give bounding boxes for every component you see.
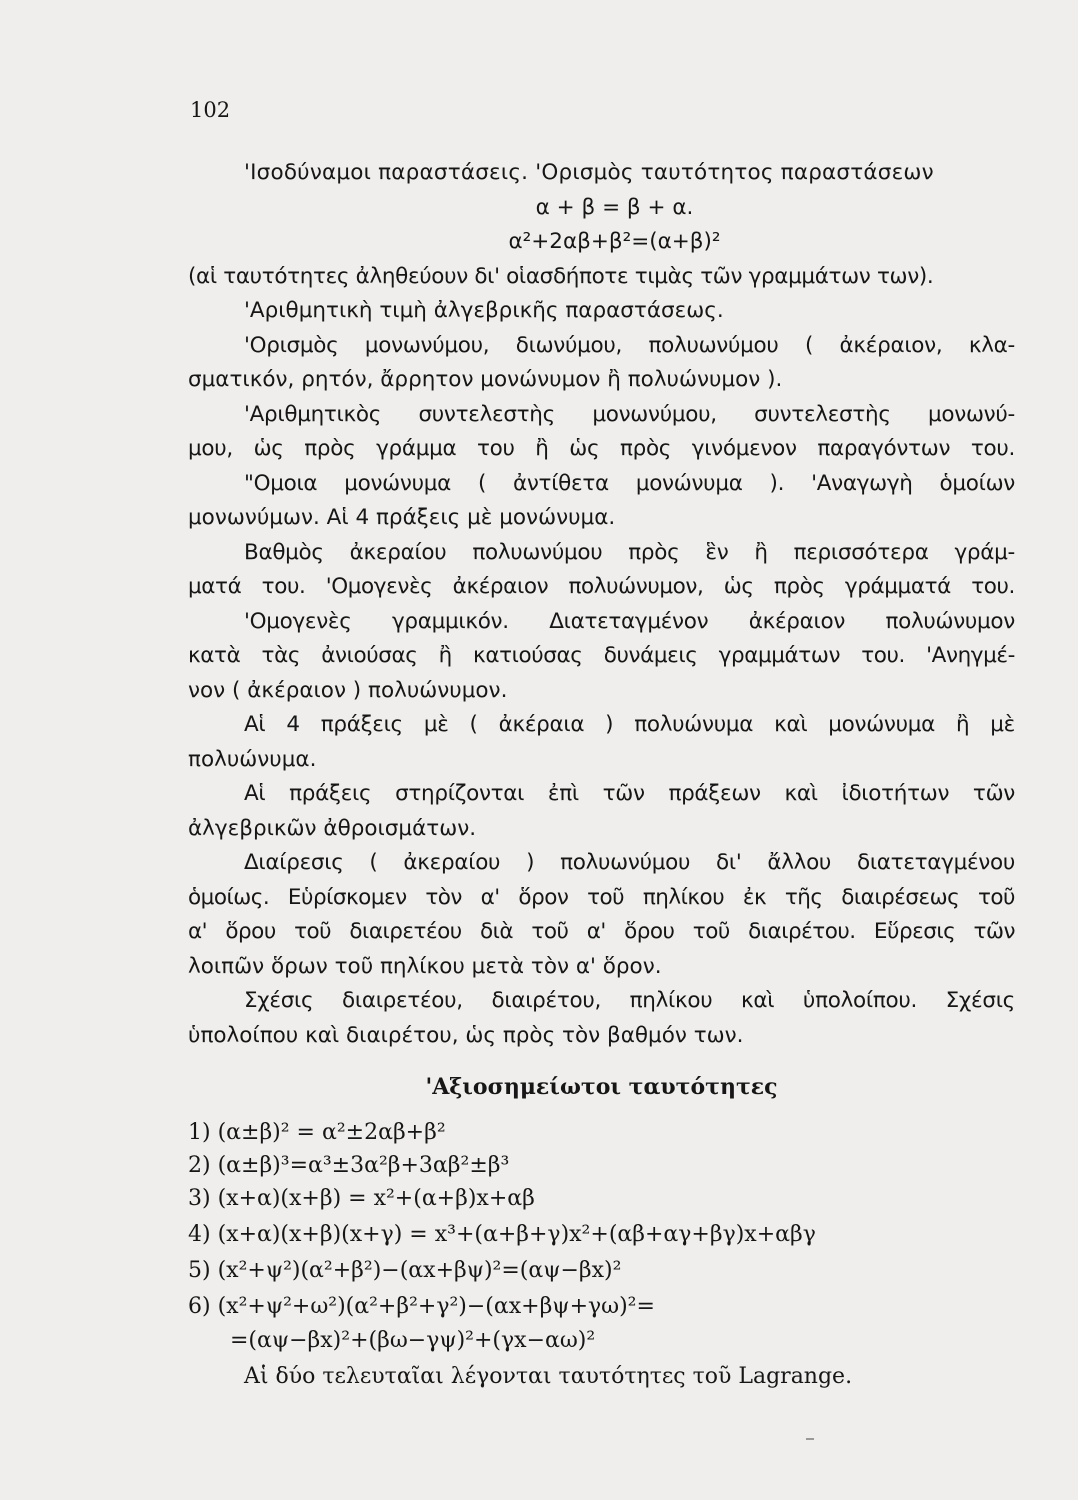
identity-formula: 1) (α±β)² = α²±2αβ+β² (188, 1120, 446, 1145)
text-line: (αἱ ταυτότητες ἀληθεύουν δι' οἱασδήποτε τιμὰς τῶν γραμμάτων των). (188, 263, 934, 289)
page-number: 102 (190, 98, 231, 122)
scan-mark (806, 1438, 814, 1440)
identity-formula: 5) (x²+ψ²)(α²+β²)−(αx+βψ)²=(αψ−βx)² (188, 1258, 622, 1283)
text-line: σματικόν, ρητόν, ἄρρητον μονώνυμον ἢ πολυώνυμον ). (188, 367, 783, 392)
text-line: Σχέσις διαιρετέου, διαιρέτου, πηλίκου καὶ ὑπολοίπου. Σχέσις (244, 988, 1015, 1013)
text-line: 'Αριθμητικὴ τιμὴ ἀλγεβρικῆς παραστάσεως. (244, 298, 724, 323)
text-line: Βαθμὸς ἀκεραίου πολυωνύμου πρὸς ἓν ἢ περισσότερα γράμ- (244, 539, 1015, 565)
closing-note: Αἱ δύο τελευταῖαι λέγονται ταυτότητες τοῦ Lagrange. (244, 1364, 853, 1389)
text-line: ματά του. 'Ομογενὲς ἀκέραιον πολυώνυμον, ὡς πρὸς γράμματά του. (188, 574, 1015, 599)
text-line: κατὰ τὰς ἀνιούσας ἢ κατιούσας δυνάμεις γραμμάτων του. 'Ανηγμέ- (188, 643, 1015, 668)
text-line: μου, ὡς πρὸς γράμμα του ἢ ὡς πρὸς γινόμενον παραγόντων του. (188, 436, 1015, 461)
text-line: λοιπῶν ὅρων τοῦ πηλίκου μετὰ τὸν α' ὅρον. (188, 953, 662, 979)
text-line: 'Αριθμητικὸς συντελεστὴς μονωνύμου, συντελεστὴς μονωνύ- (244, 401, 1015, 427)
text-line: πολυώνυμα. (188, 746, 317, 772)
text-line: α²+2αβ+β²=(α+β)² (508, 229, 721, 254)
text-line: ἀλγεβρικῶν ἀθροισμάτων. (188, 815, 477, 841)
text-line: 'Ισοδύναμοι παραστάσεις. 'Ορισμὸς ταυτότητος παραστάσεων (244, 160, 934, 185)
text-line: α' ὅρου τοῦ διαιρετέου διὰ τοῦ α' ὅρου τοῦ διαιρέτου. Εὕρεσις τῶν (188, 919, 1015, 944)
text-line: μονωνύμων. Αἱ 4 πράξεις μὲ μονώνυμα. (188, 505, 616, 530)
identity-formula: =(αψ−βx)²+(βω−γψ)²+(γx−αω)² (230, 1328, 596, 1353)
text-line: ὁμοίως. Εὑρίσκομεν τὸν α' ὅρον τοῦ πηλίκου ἐκ τῆς διαιρέσεως τοῦ (188, 884, 1015, 910)
identity-formula: 4) (x+α)(x+β)(x+γ) = x³+(α+β+γ)x²+(αβ+αγ+βγ)x+αβγ (188, 1222, 816, 1247)
text-line: ὑπολοίπου καὶ διαιρέτου, ὡς πρὸς τὸν βαθμόν των. (188, 1022, 744, 1048)
section-heading: 'Αξιοσημείωτοι ταυτότητες (425, 1074, 778, 1100)
text-line: 'Ομογενὲς γραμμικόν. Διατεταγμένον ἀκέραιον πολυώνυμον (244, 608, 1015, 634)
text-line: "Ομοια μονώνυμα ( ἀντίθετα μονώνυμα ). 'Αναγωγὴ ὁμοίων (244, 470, 1015, 496)
body-text (188, 156, 1015, 1053)
identity-formula: 3) (x+α)(x+β) = x²+(α+β)x+αβ (188, 1186, 535, 1211)
text-line: νον ( ἀκέραιον ) πολυώνυμον. (188, 677, 508, 703)
text-line: 'Ορισμὸς μονωνύμου, διωνύμου, πολυωνύμου ( ἀκέραιον, κλα- (244, 332, 1015, 358)
text-line: Διαίρεσις ( ἀκεραίου ) πολυωνύμου δι' ἄλλου διατεταγμένου (244, 850, 1015, 875)
identity-formula: 2) (α±β)³=α³±3α²β+3αβ²±β³ (188, 1153, 510, 1178)
text-line: Αἱ 4 πράξεις μὲ ( ἀκέραια ) πολυώνυμα καὶ μονώνυμα ἢ μὲ (244, 712, 1015, 737)
text-line: Αἱ πράξεις στηρίζονται ἐπὶ τῶν πράξεων καὶ ἰδιοτήτων τῶν (244, 781, 1015, 806)
identity-formula: 6) (x²+ψ²+ω²)(α²+β²+γ²)−(αx+βψ+γω)²= (188, 1294, 655, 1319)
text-line: α + β = β + α. (535, 194, 694, 220)
